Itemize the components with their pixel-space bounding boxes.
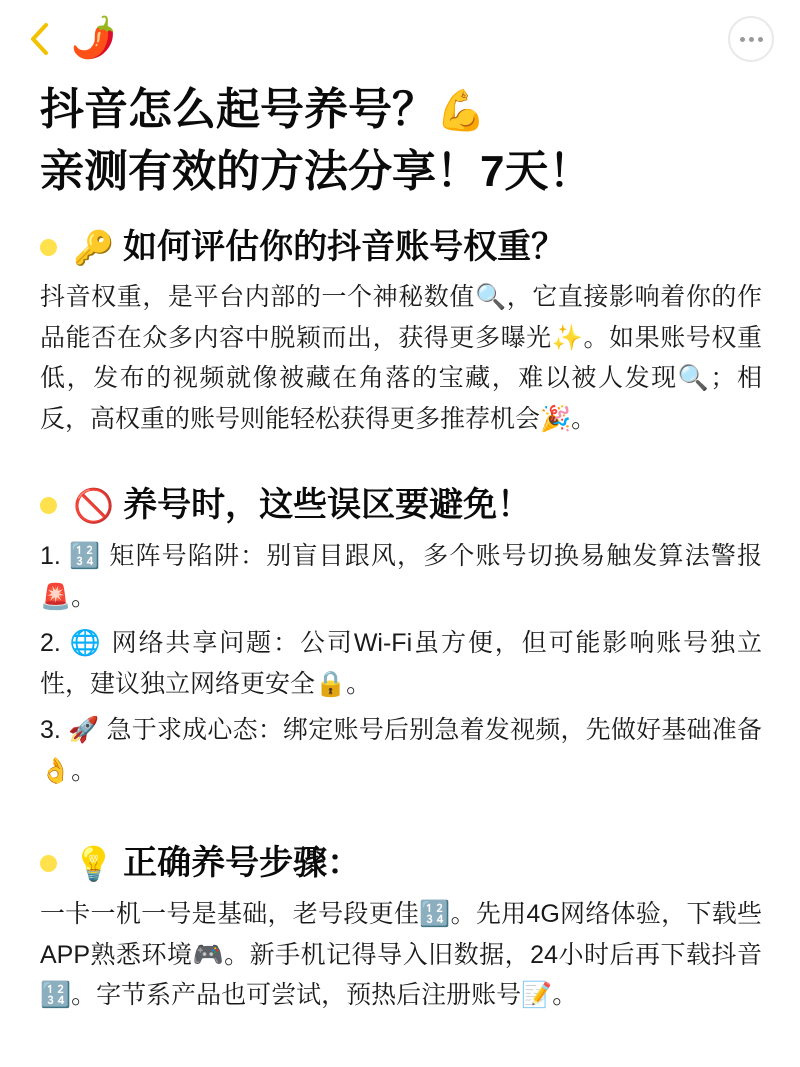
article-content <box>0 82 800 1016</box>
section-title-1: 如何评估你的抖音账号权重？ <box>123 227 566 266</box>
lightbulb-icon: 💡 <box>73 845 115 883</box>
page-title <box>40 82 762 138</box>
key-icon: 🔑 <box>73 228 115 266</box>
page-subtitle: 亲测有效的方法分享！7天！ <box>40 147 593 197</box>
prohibited-icon: 🚫 <box>73 487 115 525</box>
back-icon[interactable] <box>22 22 56 56</box>
bullet-dot-icon <box>40 497 57 514</box>
dot-2 <box>749 37 754 42</box>
list-item: 1. 🔢 矩阵号陷阱：别盲目跟风，多个账号切换易触发算法警报🚨。 <box>40 542 762 611</box>
bullet-dot-icon <box>40 239 57 256</box>
list-item: 3. 🚀 急于求成心态：绑定账号后别急着发视频，先做好基础准备👌。 <box>40 716 762 785</box>
bullet-dot-icon <box>40 855 57 872</box>
section-body-1: 抖音权重，是平台内部的一个神秘数值🔍，它直接影响着你的作品能否在众多内容中脱颖而出，获得更多曝光✨。如果账号权重低，发布的视频就像被藏在角落的宝藏，难以被人发现🔍；相反，高权重的账号则能轻松获得更多推荐机会🎉。 <box>40 283 762 433</box>
section-title-3: 正确养号步骤： <box>123 844 362 883</box>
dot-1 <box>740 37 745 42</box>
muscle-icon: 💪 <box>436 89 486 133</box>
section-heading-1 <box>40 227 762 268</box>
section-body-3: 一卡一机一号是基础，老号段更佳🔢。先用4G网络体验，下载些APP熟悉环境🎮。新手机记得导入旧数据，24小时后再下载抖音🔢。字节系产品也可尝试，预热后注册账号📝。 <box>40 900 762 1010</box>
pepper-icon: 🌶️ <box>67 14 121 64</box>
spacer-2 <box>40 797 762 817</box>
top-navigation-bar <box>0 0 800 78</box>
section-title-2: 养号时，这些误区要避免！ <box>123 486 532 525</box>
page-title-text: 抖音怎么起号养号？ <box>40 85 436 134</box>
more-options-icon[interactable] <box>728 16 774 62</box>
mistakes-list <box>40 536 762 791</box>
spacer-1 <box>40 439 762 459</box>
section-heading-2 <box>40 485 762 526</box>
list-item: 2. 🌐 网络共享问题：公司Wi-Fi虽方便，但可能影响账号独立性，建议独立网络更安全🔒。 <box>40 629 762 698</box>
section-heading-3 <box>40 843 762 884</box>
dot-3 <box>758 37 763 42</box>
